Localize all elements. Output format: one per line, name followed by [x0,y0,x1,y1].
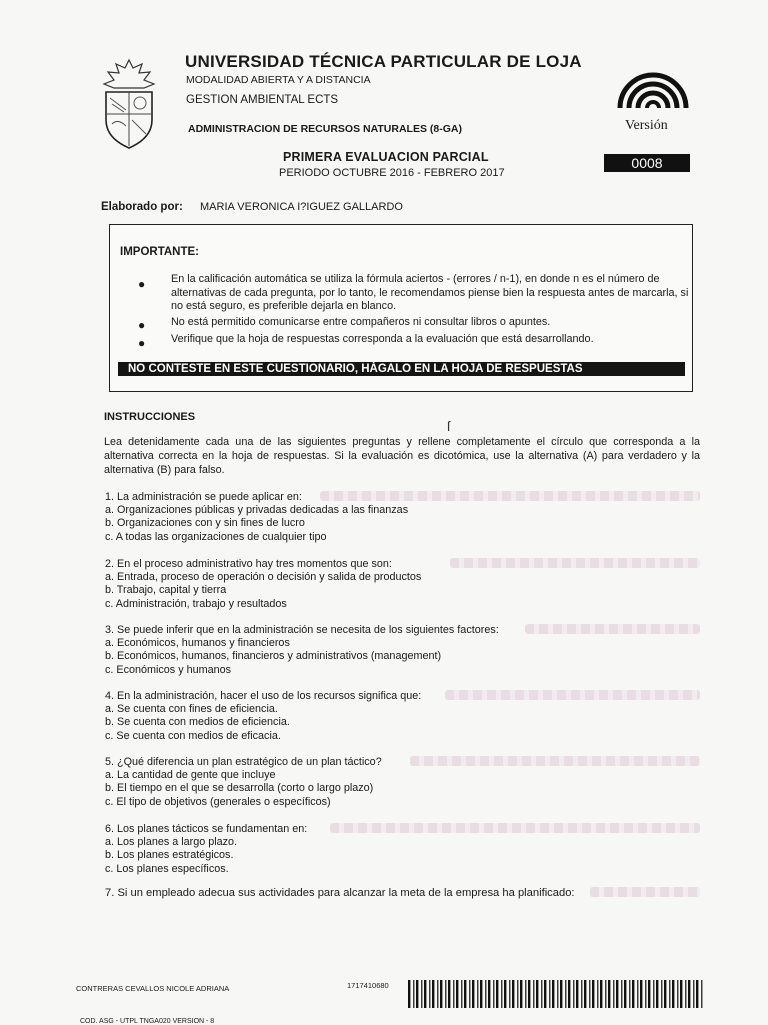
question-stem: 4. En la administración, hacer el uso de los recursos significa que: [105,690,422,702]
barcode-bar [528,980,530,1008]
warning-banner: NO CONTESTE EN ESTE CUESTIONARIO, HÁGALO EN LA HOJA DE RESPUESTAS [118,362,685,376]
version-number-badge: 0008 [604,154,690,172]
barcode-bar [613,980,614,1008]
barcode-bar [557,980,558,1008]
barcode-bar [421,980,422,1008]
blurred-text-area [525,624,700,634]
important-bullet-2: No está permitido comunicarse entre compañeros ni consultar libros o apuntes. [171,316,551,328]
program-name: GESTION AMBIENTAL ECTS [186,94,339,106]
barcode-bar [688,980,690,1008]
barcode-bar [560,980,562,1008]
barcode-bar [608,980,610,1008]
blurred-text-area [330,823,700,833]
bullet-icon: ● [138,336,146,350]
barcode-bar [541,980,542,1008]
bullet-icon: ● [138,277,146,291]
question-option: b. El tiempo en el que se desarrolla (corto o largo plazo) [105,782,374,795]
barcode-bar [525,980,526,1008]
barcode-bar [584,980,586,1008]
question-6 [105,823,307,876]
barcode-bar [637,980,638,1008]
question-stem: 2. En el proceso administrativo hay tres momentos que son: [105,558,392,570]
utpl-arc-logo [614,50,692,110]
question-option: c. Económicos y humanos [105,663,232,676]
barcode-bar [677,980,678,1008]
question-option: b. Organizaciones con y sin fines de lucro [105,517,305,530]
blurred-text-area [590,887,700,897]
barcode-bar [565,980,566,1008]
question-4 [105,690,421,743]
barcode-bar [653,980,654,1008]
barcode-bar [573,980,574,1008]
barcode-bar [616,980,618,1008]
barcode-bar [624,980,626,1008]
document-code: COD. ASG - UTPL TNGA020 VERSION - 8 [80,1018,215,1025]
barcode-bar [600,980,602,1008]
question-option: c. Administración, trabajo y resultados [105,597,287,610]
question-option: c. Se cuenta con medios de eficacia. [105,729,281,742]
barcode-bar [656,980,658,1008]
barcode-image [408,980,704,1008]
barcode-bar [640,980,642,1008]
barcode-bar [485,980,486,1008]
barcode-bar [621,980,622,1008]
barcode-bar [696,980,698,1008]
version-label: Versión [625,118,668,133]
question-option: b. Económicos, humanos, financieros y administrativos (management) [105,650,442,663]
important-bullet-3: Verifique que la hoja de respuestas corresponda a la evaluación que está desarrollando. [171,333,594,345]
important-title: IMPORTANTE: [120,246,200,258]
instructions-title: INSTRUCCIONES [104,411,196,423]
exam-title: PRIMERA EVALUACION PARCIAL [283,150,489,164]
blurred-text-area [410,756,700,766]
barcode-bar [461,980,462,1008]
barcode-bar [589,980,590,1008]
question-option: a. Se cuenta con fines de eficiencia. [105,703,278,716]
barcode-bar [445,980,446,1008]
barcode-bar [672,980,674,1008]
barcode-bar [472,980,474,1008]
barcode-bar [469,980,470,1008]
barcode-bar [552,980,554,1008]
blurred-text-area [445,690,700,700]
barcode-bar [477,980,478,1008]
barcode-bar [509,980,510,1008]
university-crest-logo [98,58,160,150]
question-option: c. El tipo de objetivos (generales o específicos) [105,795,331,808]
barcode-bar [536,980,538,1008]
question-option: a. Los planes a largo plazo. [105,836,238,849]
question-stem: 6. Los planes tácticos se fundamentan en: [105,823,308,835]
question-option: a. Entrada, proceso de operación o decisión y salida de productos [105,571,422,584]
question-stem: 7. Si un empleado adecua sus actividades para alcanzar la meta de la empresa ha planificado: [105,887,575,899]
student-name: CONTRERAS CEVALLOS NICOLE ADRIANA [76,984,230,993]
barcode-bar [453,980,454,1008]
barcode-bar [517,980,518,1008]
question-stem: 1. La administración se puede aplicar en: [105,491,302,503]
question-option: a. Económicos, humanos y financieros [105,637,290,650]
important-bullet-1 [171,273,691,314]
barcode-bar [661,980,662,1008]
barcode-bar [549,980,550,1008]
barcode-bar [645,980,646,1008]
barcode-bar [413,980,414,1008]
barcode-bar [576,980,578,1008]
barcode-bar [629,980,630,1008]
question-option: b. Los planes estratégicos. [105,849,234,862]
barcode-bar [464,980,466,1008]
question-option: c. A todas las organizaciones de cualquier tipo [105,530,327,543]
question-option: a. La cantidad de gente que incluye [105,769,276,782]
student-id: 1717410680 [347,981,389,990]
barcode-bar [488,980,490,1008]
university-name: UNIVERSIDAD TÉCNICA PARTICULAR DE LOJA [185,52,582,71]
question-option: b. Trabajo, capital y tierra [105,584,227,597]
barcode-bar [416,980,418,1008]
question-7 [105,887,575,900]
barcode-bar [592,980,594,1008]
barcode-bar [456,980,458,1008]
barcode-bar [408,980,410,1008]
barcode-bar [512,980,514,1008]
question-option: a. Organizaciones públicas y privadas dedicadas a las finanzas [105,504,409,517]
barcode-bar [701,980,702,1008]
question-2 [105,558,421,611]
barcode-bar [429,980,430,1008]
blurred-text-area [450,558,700,568]
barcode-bar [597,980,598,1008]
question-3 [105,624,499,677]
barcode-bar [520,980,522,1008]
question-option: c. Los planes específicos. [105,862,229,875]
elaborated-by-name: MARIA VERONICA I?IGUEZ GALLARDO [200,201,403,213]
question-stem: 5. ¿Qué diferencia un plan estratégico de un plan táctico? [105,756,382,768]
modality: MODALIDAD ABIERTA Y A DISTANCIA [186,74,371,86]
barcode-bar [533,980,534,1008]
barcode-bar [669,980,670,1008]
barcode-bar [432,980,434,1008]
pen-mark-icon: ſ [447,418,451,434]
elaborated-by-label: Elaborado por: [101,201,183,213]
bullet-1-text: En la calificación automática se utiliza la fórmula aciertos - (errores / n-1), en donde n es el número de alternativas de cada pregunta, por lo tanto, le recomendamos piense bien la respuesta antes de marcarla, si no está seguro, es preferible dejarla en blanco. [171,273,689,312]
barcode-bar [632,980,634,1008]
barcode-bar [496,980,498,1008]
barcode-bar [680,980,682,1008]
barcode-bar [685,980,686,1008]
barcode-bar [437,980,438,1008]
barcode-bar [480,980,482,1008]
bullet-icon: ● [138,318,146,332]
barcode-bar [544,980,546,1008]
barcode-bar [424,980,426,1008]
instructions-text: Lea detenidamente cada una de las siguientes preguntas y rellene completamente el círculo que corresponda a la alternativa correcta en la hoja de respuestas. Si la evaluación es dicotómica, use la alternativa (A) para verdadero y la alternativa (B) para falso. [104,436,700,476]
barcode-bar [448,980,450,1008]
barcode-bar [648,980,650,1008]
barcode-bar [440,980,442,1008]
question-option: b. Se cuenta con medios de eficiencia. [105,716,290,729]
blurred-text-area [320,491,700,501]
barcode-bar [664,980,666,1008]
question-stem: 3. Se puede inferir que en la administración se necesita de los siguientes factores: [105,624,499,636]
question-5 [105,756,382,809]
barcode-bar [504,980,506,1008]
barcode-bar [501,980,502,1008]
barcode-bar [568,980,570,1008]
course-name: ADMINISTRACION DE RECURSOS NATURALES (8-GA) [188,123,462,135]
barcode-bar [581,980,582,1008]
exam-period: PERIODO OCTUBRE 2016 - FEBRERO 2017 [279,167,505,179]
barcode-bar [493,980,494,1008]
barcode-bar [693,980,694,1008]
barcode-bar [605,980,606,1008]
